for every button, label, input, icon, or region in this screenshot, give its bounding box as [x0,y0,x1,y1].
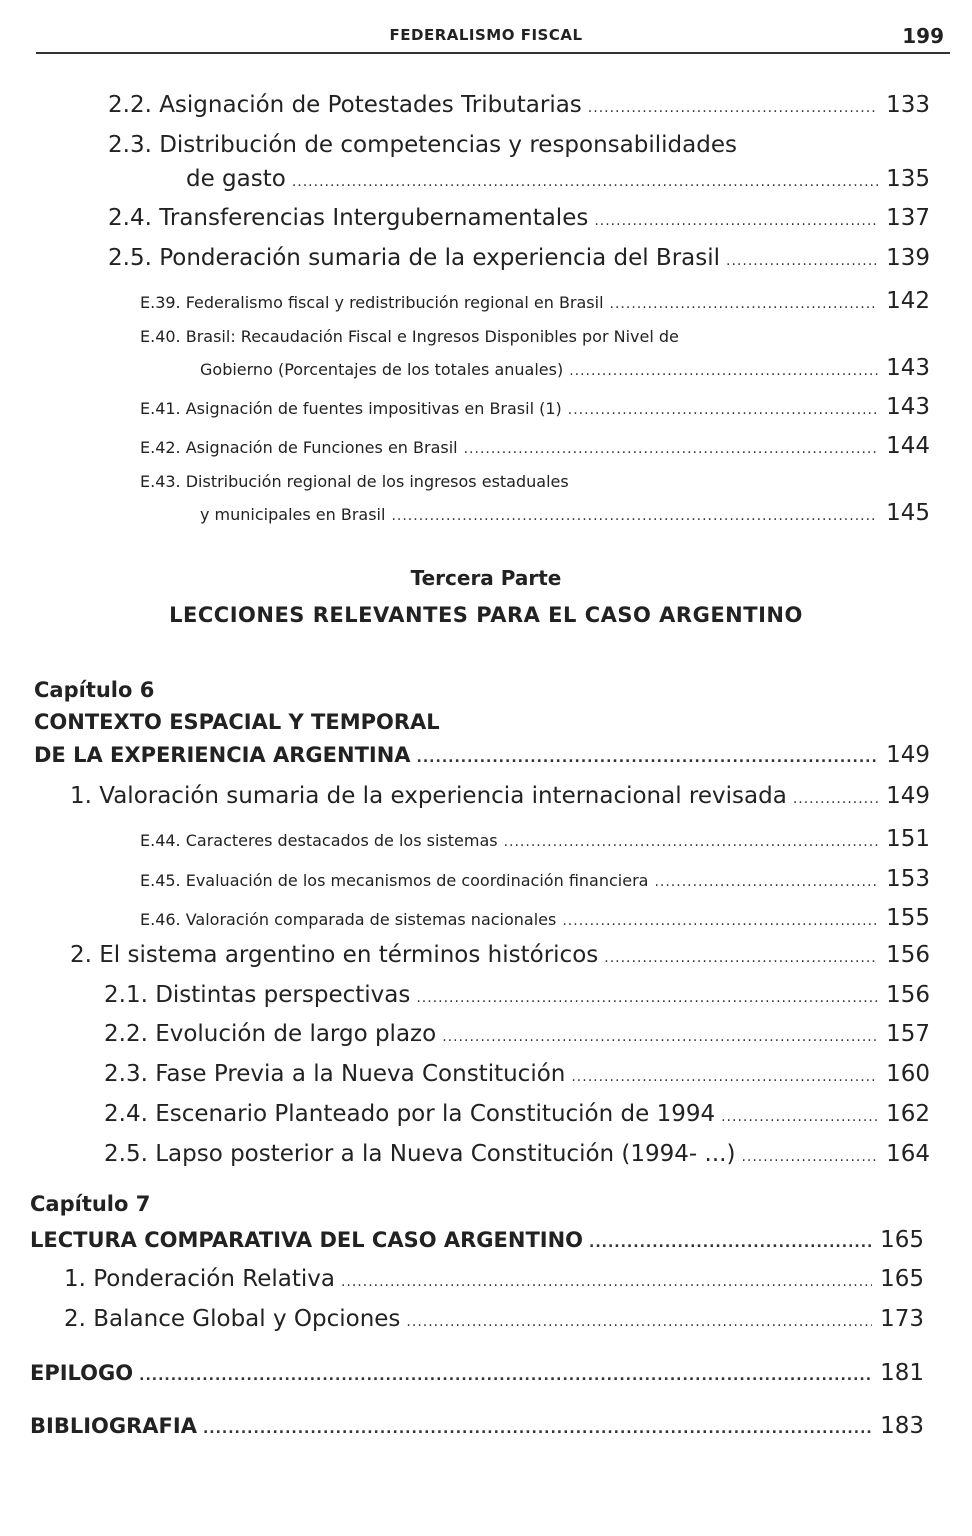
leader-dots [406,1314,872,1330]
toc-entry-text: y municipales en Brasil [200,505,386,524]
toc-entry-page: 137 [886,205,930,231]
toc-entry-text: 2.5. Lapso posterior a la Nueva Constitución (1994- ...) [104,1141,736,1167]
toc-entry[interactable] [108,205,930,231]
leader-dots [610,296,878,312]
toc-entry[interactable] [64,1266,924,1292]
leader-dots [726,253,878,269]
bibliografia-entry[interactable] [30,1413,924,1439]
toc-table-entry[interactable] [140,288,930,314]
toc-entry[interactable] [104,1101,930,1127]
toc-entry-page: 139 [886,245,930,271]
toc-entry-page: 181 [880,1360,924,1386]
toc-entry-page: 164 [886,1141,930,1167]
chapter-entry[interactable] [34,742,930,768]
toc-entry-text: 2.2. Evolución de largo plazo [104,1021,437,1047]
toc-table-entry[interactable] [200,355,930,381]
toc-entry-text: 2.3. Fase Previa a la Nueva Constitución [104,1061,566,1087]
toc-entry-page: 156 [886,982,930,1008]
leader-dots [721,1109,878,1125]
leader-dots [604,950,878,966]
toc-entry-text: E.40. Brasil: Recaudación Fiscal e Ingresos Disponibles por Nivel de [140,327,679,346]
toc-entry-text: EPILOGO [30,1361,134,1385]
toc-entry[interactable] [104,982,930,1008]
toc-entry-text: 2.3. Distribución de competencias y responsabilidades [108,132,737,158]
toc-entry-page: 143 [886,355,930,381]
toc-entry-text: E.45. Evaluación de los mecanismos de coordinación financiera [140,871,649,890]
toc-entry-page: 162 [886,1101,930,1127]
toc-entry-text: BIBLIOGRAFIA [30,1414,197,1438]
chapter-title: CONTEXTO ESPACIAL Y TEMPORAL [34,710,440,734]
toc-entry-text: 1. Valoración sumaria de la experiencia internacional revisada [70,783,787,809]
toc-entry[interactable] [108,92,930,118]
chapter-title: DE LA EXPERIENCIA ARGENTINA [34,743,411,767]
leader-dots [588,100,878,116]
toc-entry-page: 160 [886,1061,930,1087]
toc-entry-text: 2.5. Ponderación sumaria de la experiencia del Brasil [108,245,721,271]
leader-dots [793,791,878,807]
toc-table-entry[interactable] [140,866,930,892]
toc-entry-page: 149 [886,783,930,809]
leader-dots [292,174,878,190]
leader-dots [594,213,878,229]
toc-entry-text: de gasto [186,166,286,192]
toc-entry-page: 165 [880,1227,924,1253]
running-header-title: FEDERALISMO FISCAL [389,26,583,44]
chapter-label: Capítulo 6 [34,678,155,702]
toc-entry-text: 2.1. Distintas perspectivas [104,982,411,1008]
part-title: LECCIONES RELEVANTES PARA EL CASO ARGENTINO [169,603,803,627]
toc-entry-text: Gobierno (Porcentajes de los totales anuales) [200,360,564,379]
part-label: Tercera Parte [410,566,562,590]
toc-entry-text: 1. Ponderación Relativa [64,1266,335,1292]
toc-entry[interactable] [104,1141,930,1167]
toc-entry-text: E.44. Caracteres destacados de los sistemas [140,831,498,850]
leader-dots [568,402,878,418]
header-rule [36,52,950,54]
leader-dots [589,1235,872,1251]
toc-entry-page: 157 [886,1021,930,1047]
toc-entry[interactable] [186,166,930,192]
toc-entry-page: 142 [886,288,930,314]
leader-dots [562,913,878,929]
toc-table-entry[interactable] [200,500,930,526]
toc-entry-page: 143 [886,394,930,420]
leader-dots [416,990,878,1006]
leader-dots [442,1029,878,1045]
leader-dots [571,1069,878,1085]
toc-entry-text: 2.4. Escenario Planteado por la Constitución de 1994 [104,1101,716,1127]
toc-entry-text: E.39. Federalismo fiscal y redistribución regional en Brasil [140,293,604,312]
epilogo-entry[interactable] [30,1360,924,1386]
leader-dots [391,508,878,524]
toc-entry-text: 2. Balance Global y Opciones [64,1306,401,1332]
toc-entry[interactable] [104,1061,930,1087]
toc-entry[interactable] [70,942,930,968]
leader-dots [139,1368,872,1384]
toc-entry-page: 151 [886,826,930,852]
chapter-title: LECTURA COMPARATIVA DEL CASO ARGENTINO [30,1228,584,1252]
toc-entry-page: 153 [886,866,930,892]
leader-dots [504,834,878,850]
leader-dots [341,1274,872,1290]
toc-entry-page: 165 [880,1266,924,1292]
toc-table-entry[interactable] [140,826,930,852]
toc-entry-text: E.43. Distribución regional de los ingresos estaduales [140,472,569,491]
toc-entry-page: 156 [886,942,930,968]
toc-entry-page: 173 [880,1306,924,1332]
toc-entry-text: 2.4. Transferencias Intergubernamentales [108,205,589,231]
chapter-label: Capítulo 7 [30,1192,151,1216]
toc-entry[interactable] [70,783,930,809]
toc-entry-page: 133 [886,92,930,118]
toc-entry-text: E.41. Asignación de fuentes impositivas en Brasil (1) [140,399,562,418]
toc-entry[interactable] [64,1306,924,1332]
toc-entry-page: 135 [886,166,930,192]
toc-entry-page: 183 [880,1413,924,1439]
page-number: 199 [902,24,944,48]
toc-table-entry[interactable] [140,905,930,931]
toc-entry[interactable] [104,1021,930,1047]
leader-dots [203,1421,872,1437]
toc-entry-text: E.42. Asignación de Funciones en Brasil [140,438,458,457]
toc-entry-text: 2.2. Asignación de Potestades Tributarias [108,92,582,118]
toc-entry-page: 144 [886,433,930,459]
toc-table-entry[interactable] [140,433,930,459]
leader-dots [741,1149,878,1165]
leader-dots [464,441,878,457]
chapter-entry[interactable] [30,1227,924,1253]
toc-entry[interactable] [108,245,930,271]
toc-entry-page: 145 [886,500,930,526]
toc-table-entry[interactable] [140,394,930,420]
leader-dots [569,363,878,379]
toc-entry-page: 155 [886,905,930,931]
toc-entry-page: 149 [886,742,930,768]
leader-dots [654,874,878,890]
leader-dots [417,750,878,766]
toc-entry-text: E.46. Valoración comparada de sistemas nacionales [140,910,557,929]
toc-entry-text: 2. El sistema argentino en términos históricos [70,942,599,968]
